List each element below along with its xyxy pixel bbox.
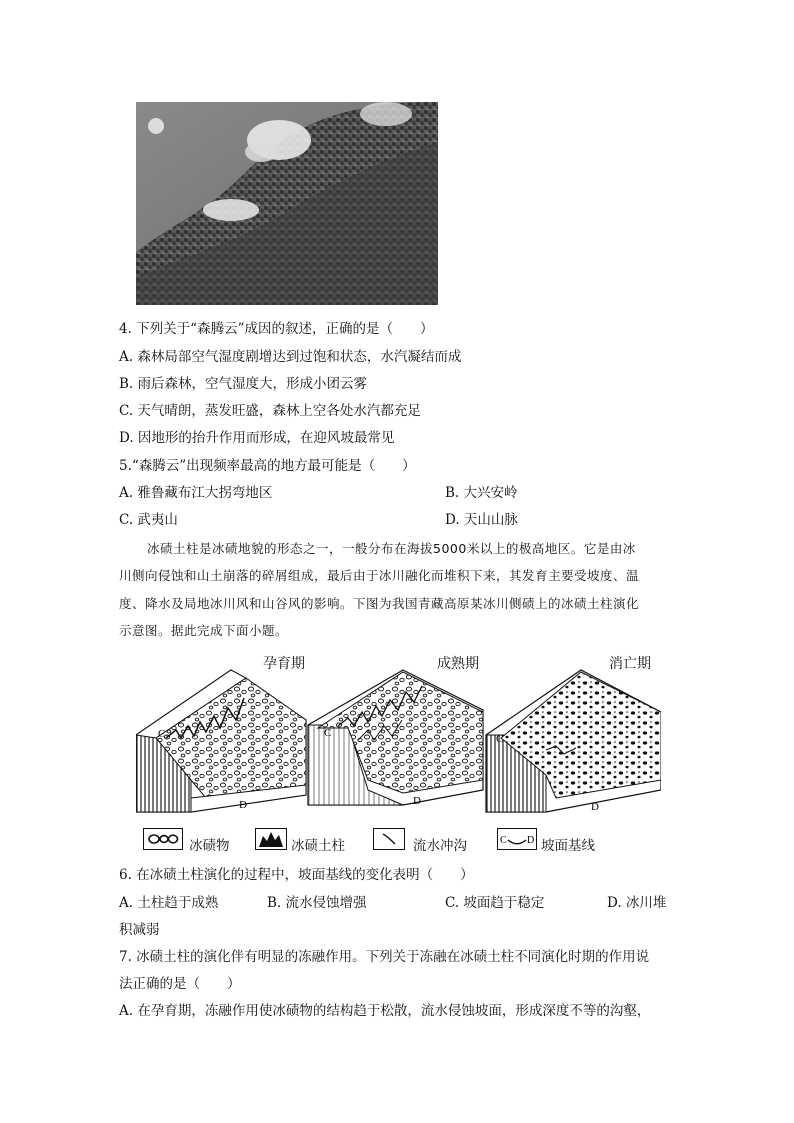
svg-text:C: C [158, 728, 166, 740]
block-decline [486, 670, 661, 813]
passage-line-4: 示意图。据此完成下面小题。 [119, 623, 289, 638]
pillar-legend-icon [255, 828, 287, 850]
q6-option-a[interactable]: A. 土柱趋于成熟 [119, 895, 219, 911]
baseline-legend-icon [497, 828, 537, 850]
moraine-legend-icon [143, 828, 183, 850]
q4-option-d[interactable]: D. 因地形的抬升作用而形成，在迎风坡最常见 [119, 430, 395, 446]
q4-option-a[interactable]: A. 森林局部空气湿度剧增达到过饱和状态，水汽凝结而成 [119, 349, 462, 365]
q4-option-b[interactable]: B. 雨后森林，空气湿度大，形成小团云雾 [119, 376, 368, 392]
forest-cloud-photo [136, 102, 438, 305]
svg-text:D: D [413, 795, 421, 807]
q6-option-b[interactable]: B. 流水侵蚀增强 [267, 895, 367, 911]
baseline-icon-c: C [500, 835, 507, 846]
legend-pillar-label: 冰碛土柱 [291, 838, 345, 854]
moraine-pillar-evolution-diagram [136, 650, 661, 815]
block-incubation [136, 670, 306, 812]
legend-moraine-label: 冰碛物 [189, 838, 230, 854]
q5-option-a[interactable]: A. 雅鲁藏布江大拐弯地区 [119, 485, 273, 501]
q4-stem: 4. 下列关于“森腾云”成因的叙述，正确的是（ ） [119, 321, 434, 337]
svg-text:C: C [496, 733, 504, 745]
q5-option-c[interactable]: C. 武夷山 [119, 512, 178, 528]
q7-stem-line-1: 7. 冰碛土柱的演化伴有明显的冻融作用。下列关于冻融在冰碛土柱不同演化时期的作用说 [119, 949, 650, 965]
block-mature [308, 670, 483, 807]
passage-line-3: 度、降水及局地冰川风和山谷风的影响。下图为我国青藏高原某冰川侧碛上的冰碛土柱演化 [119, 596, 640, 611]
q5-option-b[interactable]: B. 大兴安岭 [445, 485, 518, 501]
q6-option-c[interactable]: C. 坡面趋于稳定 [445, 895, 545, 911]
legend-baseline-label: 坡面基线 [541, 838, 595, 854]
baseline-icon-d: D [527, 835, 535, 846]
q5-option-d[interactable]: D. 天山山脉 [445, 512, 518, 528]
stage-label-decline: 消亡期 [609, 656, 651, 672]
passage-line-2: 川侧向侵蚀和山土崩落的碎屑组成，最后由于冰川融化而堆积下来，其发育主要受坡度、温 [119, 568, 640, 583]
q4-option-c[interactable]: C. 天气晴朗，蒸发旺盛，森林上空各处水汽都充足 [119, 403, 421, 419]
q6-option-d[interactable]: D. 冰川堆 [607, 895, 667, 911]
stage-label-incubation: 孕育期 [263, 656, 305, 672]
svg-text:D: D [239, 799, 247, 811]
gully-legend-icon [373, 828, 405, 850]
legend-gully-label: 流水冲沟 [413, 838, 467, 854]
q7-option-a[interactable]: A. 在孕育期，冻融作用使冰碛物的结构趋于松散，流水侵蚀坡面，形成深度不等的沟壑， [119, 1003, 651, 1019]
q5-stem: 5.“森腾云”出现频率最高的地方最可能是（ ） [119, 458, 416, 474]
svg-text:D: D [591, 801, 599, 813]
q6-option-d-continued: 积减弱 [119, 922, 160, 938]
q7-stem-line-2: 法正确的是（ ） [119, 976, 241, 992]
stage-label-mature: 成熟期 [437, 656, 479, 672]
passage-line-1: 冰碛土柱是冰碛地貌的形态之一，一般分布在海拔5000米以上的极高地区。它是由冰 [147, 541, 636, 556]
svg-text:C: C [324, 727, 332, 739]
q6-stem: 6. 在冰碛土柱演化的过程中，坡面基线的变化表明（ ） [119, 867, 474, 883]
